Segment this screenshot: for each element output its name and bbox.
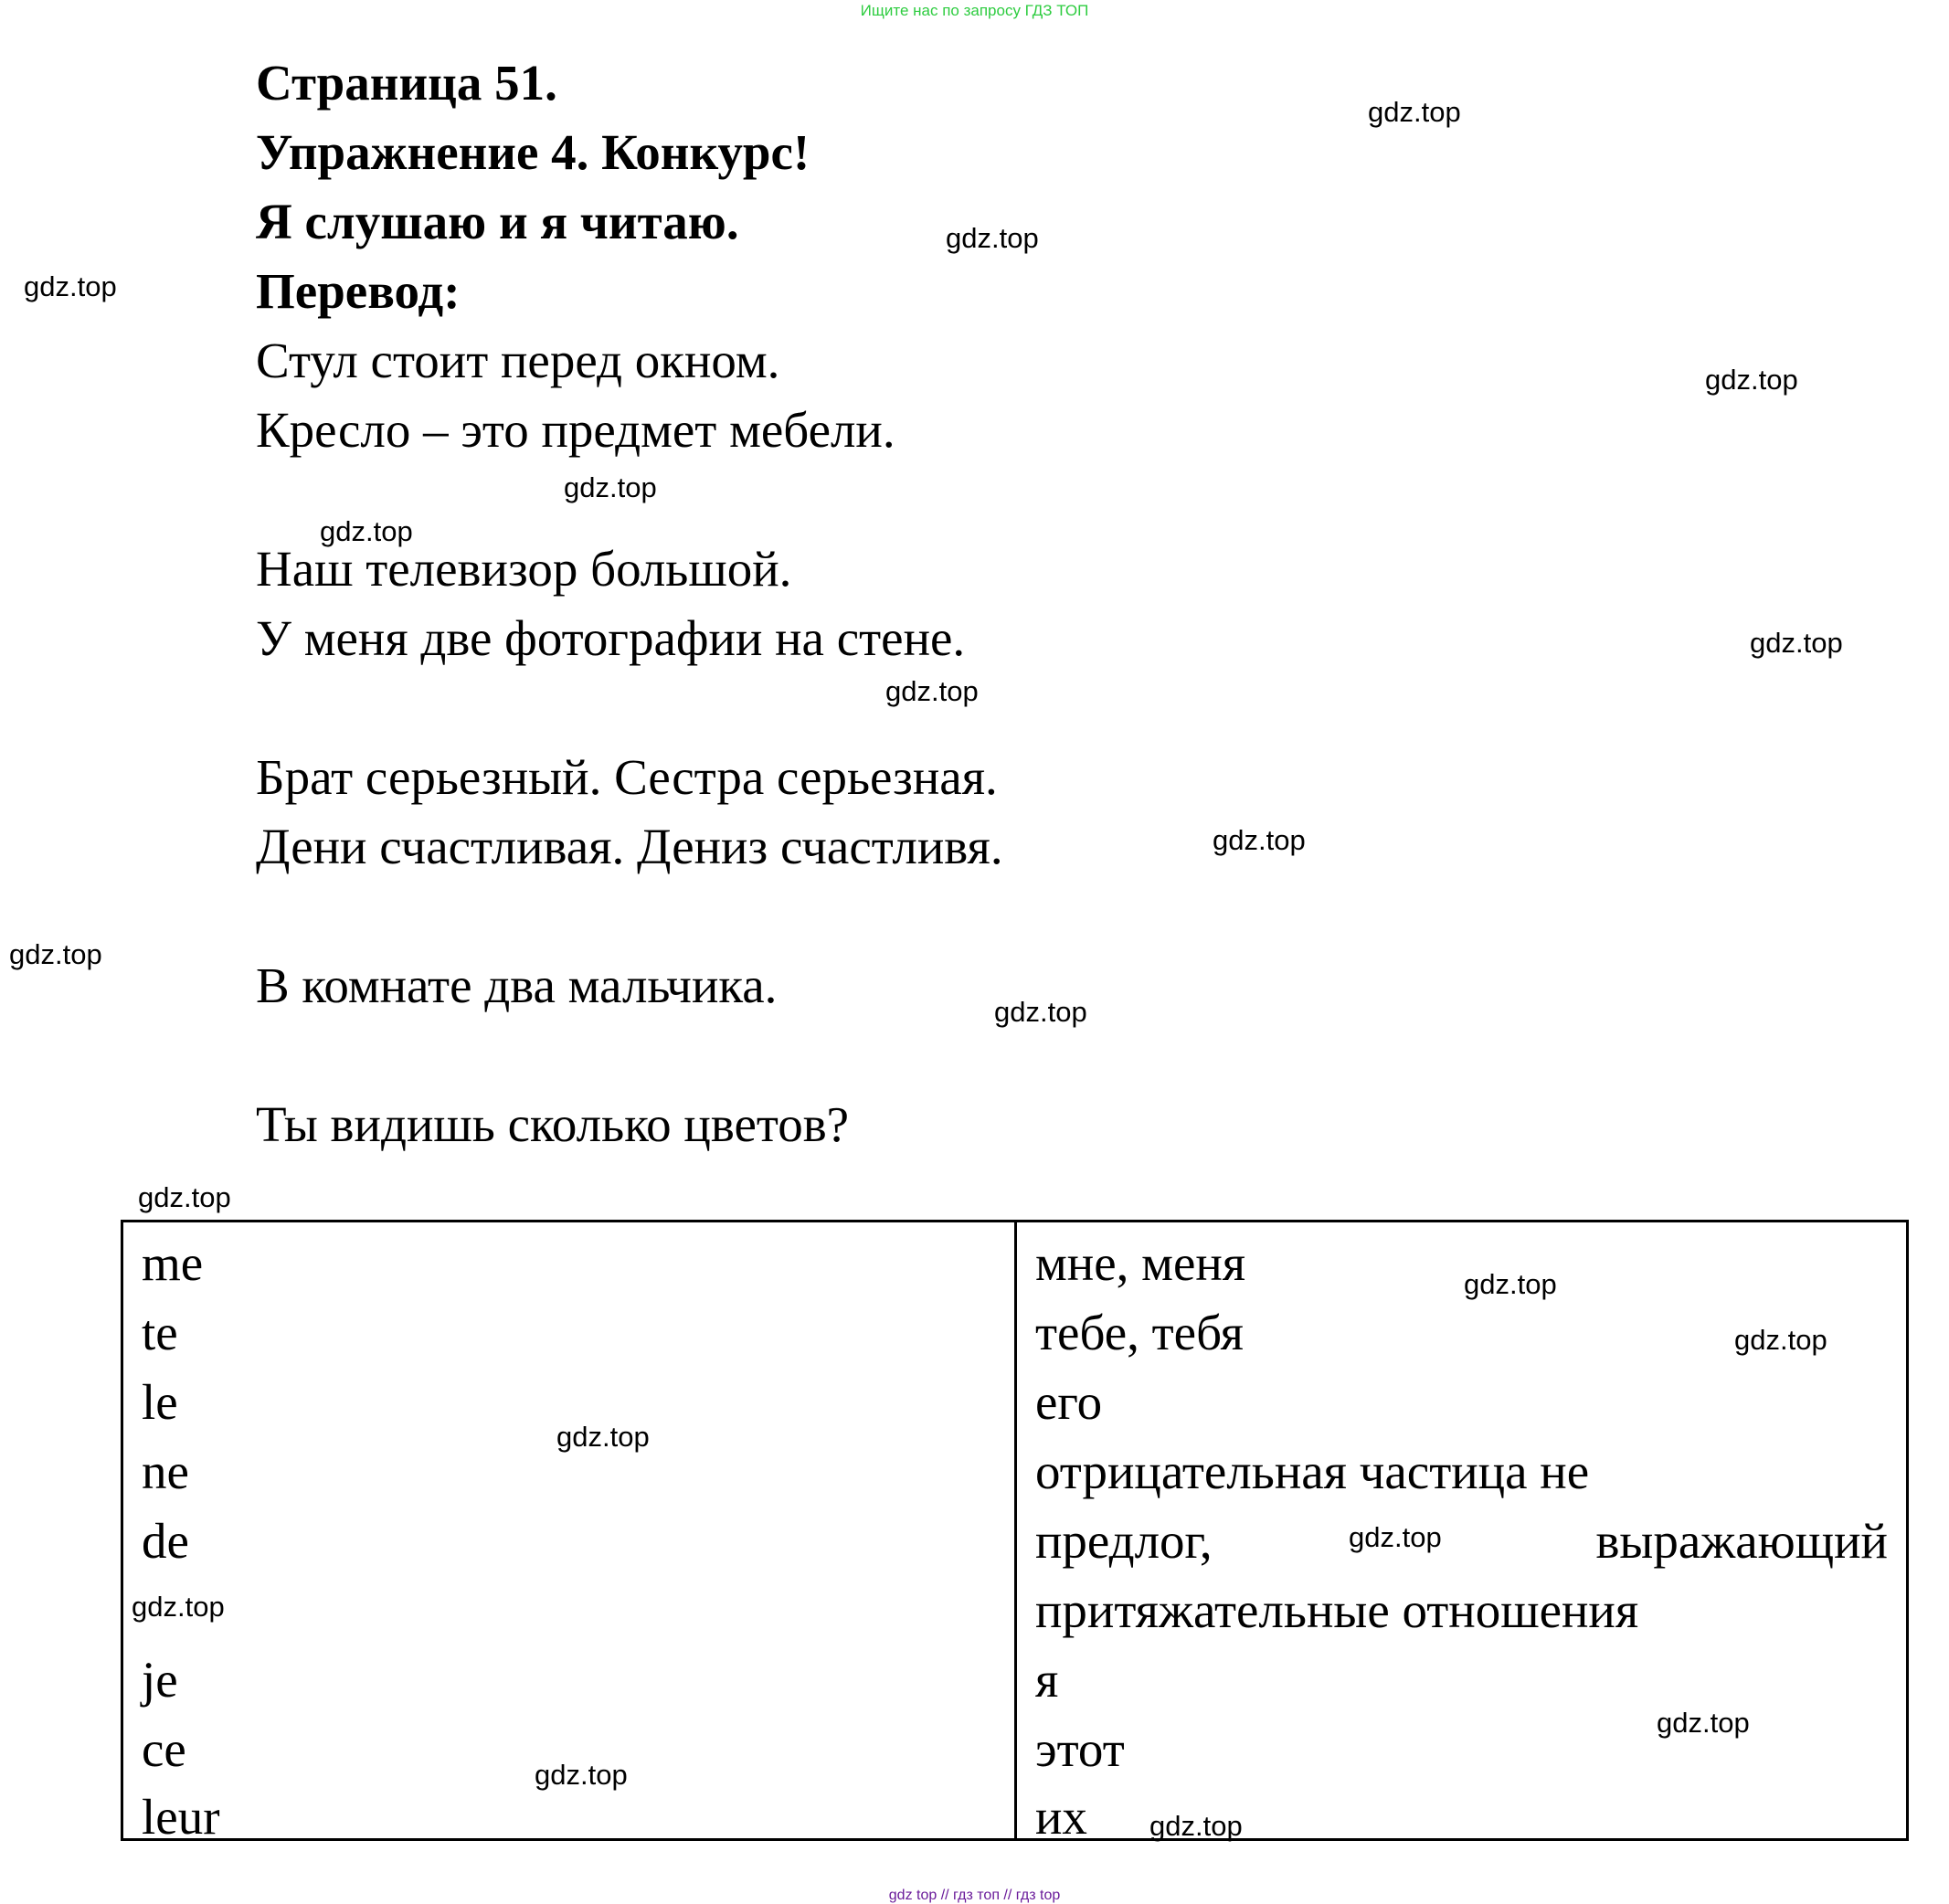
vocab-translation: мне, меня <box>1035 1235 1246 1291</box>
watermark: gdz.top <box>9 938 102 970</box>
sentence-8: Ты видишь сколько цветов? <box>256 1096 850 1152</box>
watermark: gdz.top <box>994 996 1087 1028</box>
page-title: Страница 51. <box>256 55 557 111</box>
watermark: gdz.top <box>1213 824 1306 856</box>
exercise-title: Упражнение 4. Конкурс! <box>256 124 810 180</box>
watermark: gdz.top <box>138 1181 231 1213</box>
vocab-word: ce <box>142 1721 186 1777</box>
vocab-russian-column <box>1017 1222 1906 1845</box>
top-banner: Ищите нас по запросу ГДЗ ТОП <box>860 2 1089 19</box>
vocab-french-column <box>123 1222 1017 1845</box>
sentence-4: У меня две фотографии на стене. <box>256 610 966 666</box>
sentence-3: Наш телевизор большой. <box>256 541 792 597</box>
watermark: gdz.top <box>885 675 979 707</box>
watermark: gdz.top <box>132 1591 225 1623</box>
watermark: gdz.top <box>24 270 117 302</box>
vocab-word: ne <box>142 1444 189 1499</box>
vocab-word: me <box>142 1235 204 1291</box>
vocab-translation: этот <box>1035 1721 1125 1777</box>
exercise-subtitle: Я слушаю и я читаю. <box>256 194 739 249</box>
watermark: gdz.top <box>1349 1521 1442 1553</box>
vocab-translation: я <box>1035 1652 1059 1708</box>
vocab-word: je <box>142 1652 178 1708</box>
sentence-2: Кресло – это предмет мебели. <box>256 402 895 458</box>
footer-links: gdz top // гдз топ // гдз top <box>888 1888 1061 1903</box>
vocab-word: leur <box>142 1789 220 1845</box>
watermark: gdz.top <box>556 1421 650 1453</box>
vocab-translation: выражающий <box>1595 1513 1888 1569</box>
vocab-word: de <box>142 1513 189 1569</box>
sentence-6: Дени счастливая. Дениз счастливя. <box>256 819 1003 874</box>
watermark: gdz.top <box>1734 1324 1827 1356</box>
sentence-7: В комнате два мальчика. <box>256 957 778 1013</box>
watermark: gdz.top <box>535 1759 628 1791</box>
watermark: gdz.top <box>1464 1268 1557 1300</box>
watermark: gdz.top <box>1750 627 1843 659</box>
vocab-translation: предлог, <box>1035 1513 1213 1569</box>
vocab-word: le <box>142 1374 178 1430</box>
vocab-translation: притяжательные отношения <box>1035 1582 1639 1638</box>
vocab-translation: тебе, тебя <box>1035 1305 1244 1360</box>
watermark: gdz.top <box>946 222 1039 254</box>
watermark: gdz.top <box>1705 364 1798 396</box>
sentence-1: Стул стоит перед окном. <box>256 333 780 388</box>
watermark: gdz.top <box>564 471 657 503</box>
watermark: gdz.top <box>1368 96 1461 128</box>
vocab-translation: их <box>1035 1789 1087 1845</box>
vocab-word: te <box>142 1305 178 1360</box>
vocab-translation-justified <box>1035 1511 1888 1571</box>
vocab-table <box>121 1220 1909 1845</box>
watermark: gdz.top <box>320 515 413 547</box>
watermark: gdz.top <box>1149 1810 1243 1842</box>
vocab-translation: его <box>1035 1374 1103 1430</box>
vocab-translation: отрицательная частица не <box>1035 1444 1590 1499</box>
sentence-5: Брат серьезный. Сестра серьезная. <box>256 749 998 805</box>
translation-label: Перевод: <box>256 263 461 319</box>
watermark: gdz.top <box>1657 1707 1750 1739</box>
